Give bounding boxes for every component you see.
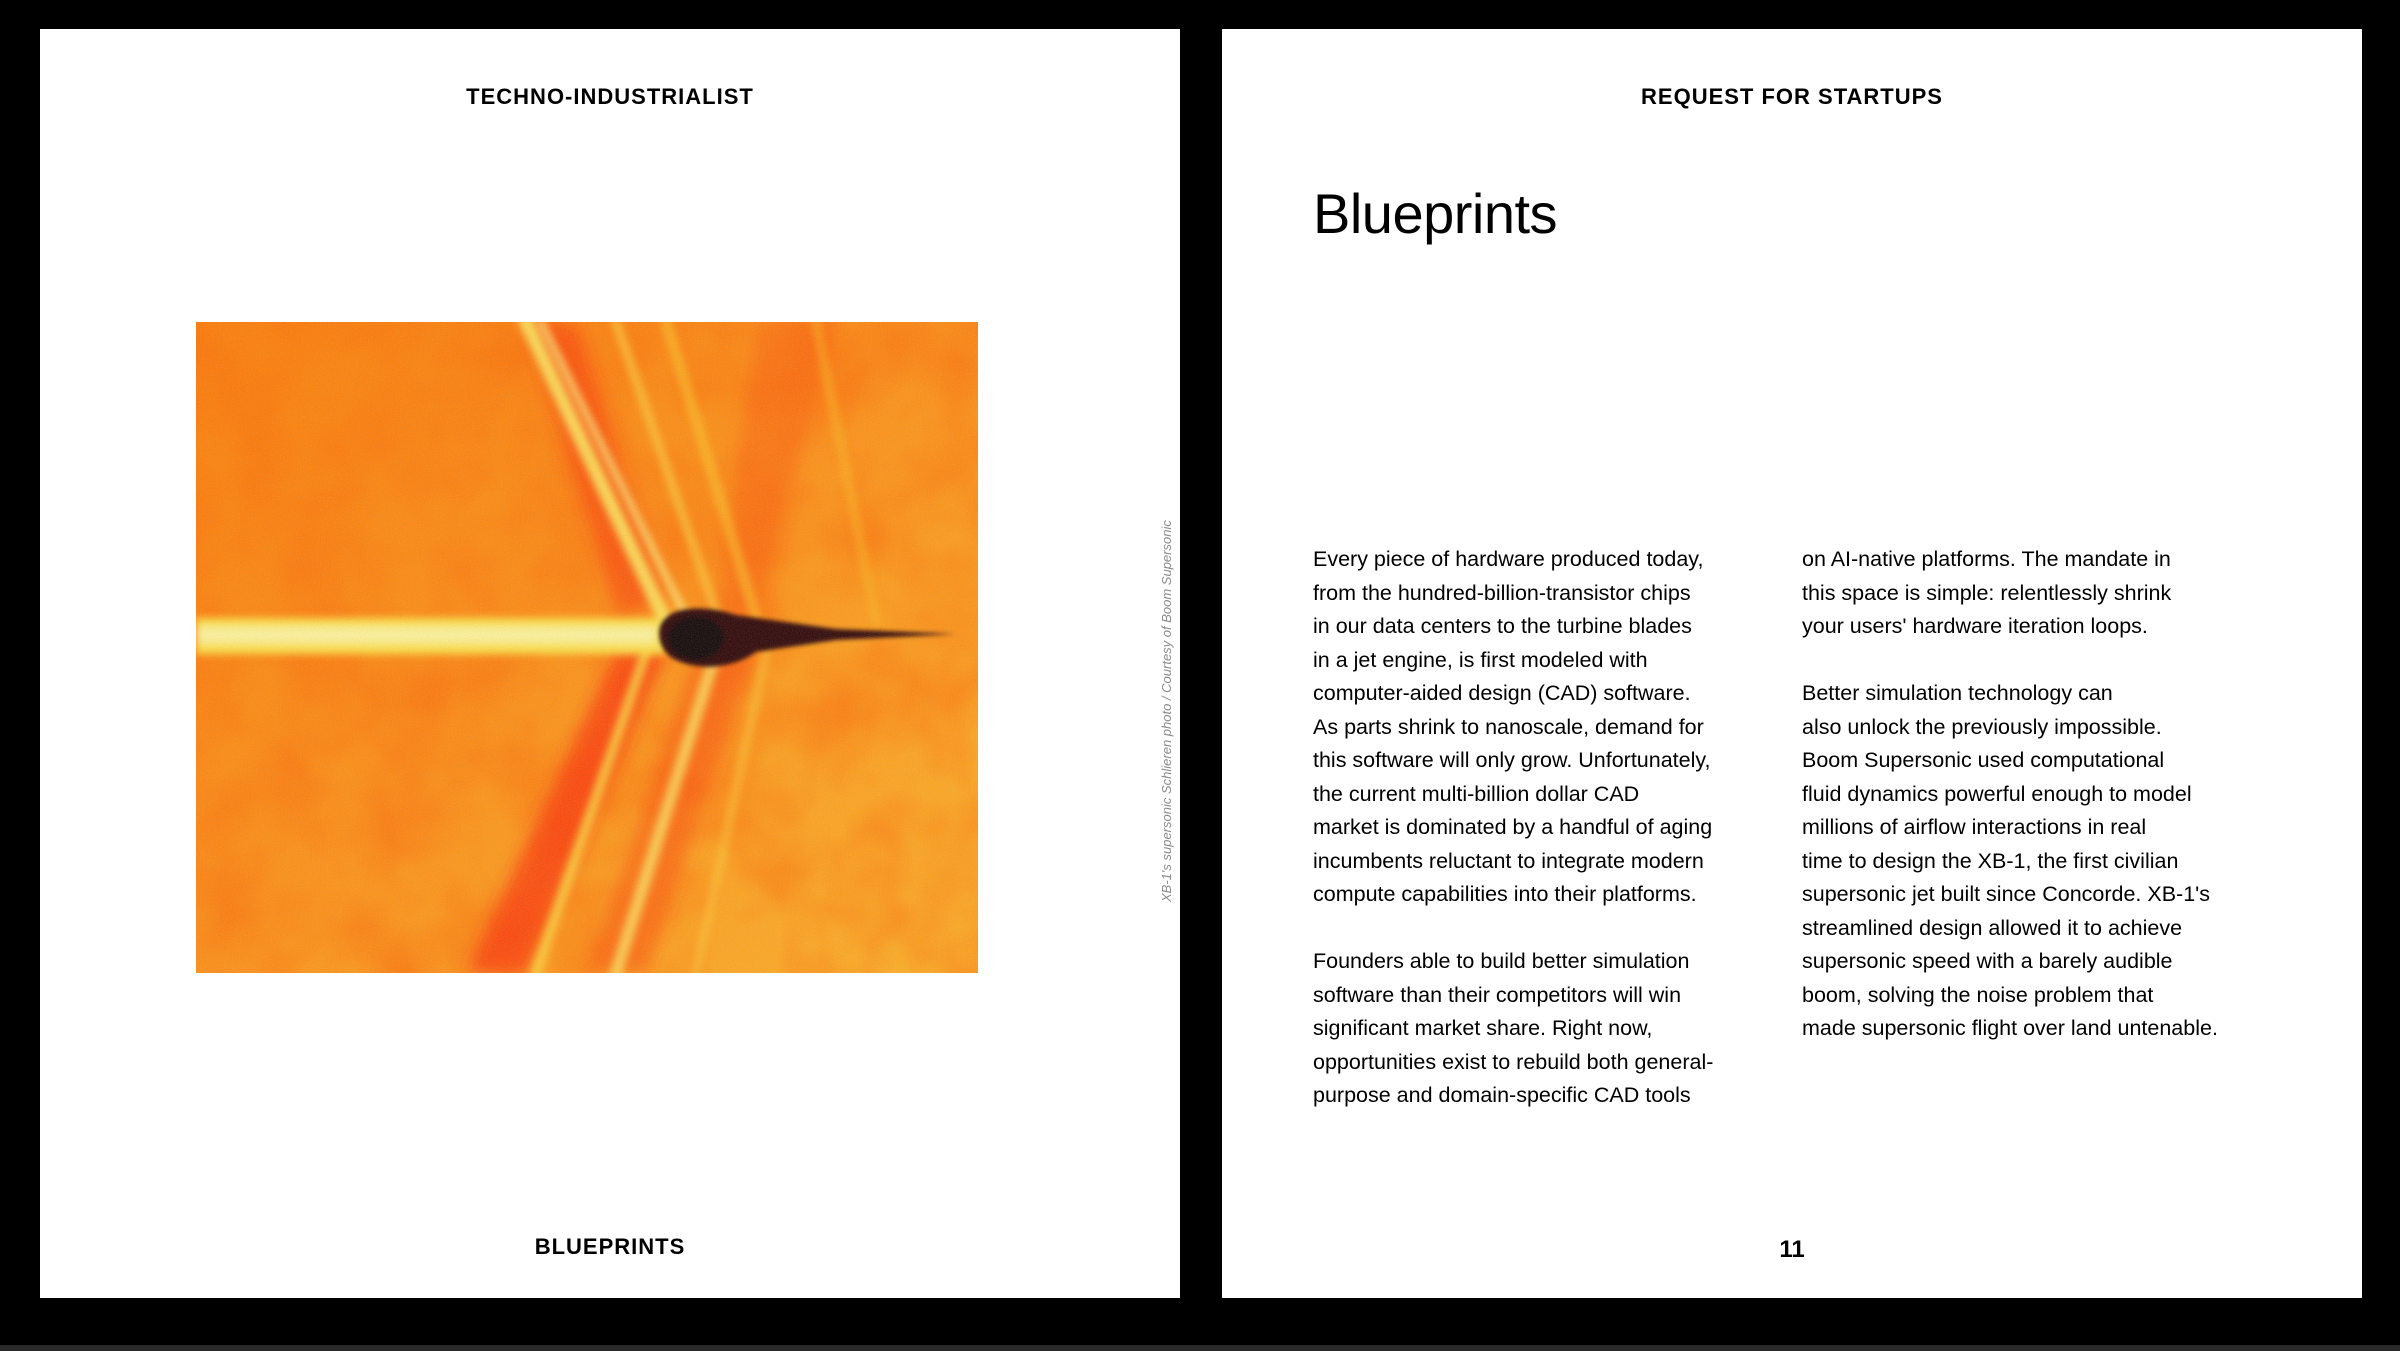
viewer-bottom-bar <box>0 1345 2400 1351</box>
running-foot-left: BLUEPRINTS <box>534 1234 686 1259</box>
left-page <box>40 29 1180 1298</box>
body-paragraph: Better simulation technology can also unlock the previously impossible. Boom Supersonic used computational fluid dynamics powerful enough to model millions of airflow interactions in real time to design the XB-1, the first civilian supersonic jet built since Concorde. XB-1's streamlined design allowed it to achieve supersonic speed with a barely audible boom, solving the noise problem that made supersonic flight over land untenable. <box>1802 681 2218 1040</box>
running-head-right: REQUEST FOR STARTUPS <box>1641 84 1943 109</box>
body-paragraph: Every piece of hardware produced today, from the hundred-billion-transistor chips in our data centers to the turbine blades in a jet engine, is first modeled with computer-aided design (CAD) software. As parts shrink to nanoscale, demand for this software will only grow. Unfortunately, the current multi-billion dollar CAD market is dominated by a handful of aging incumbents reluctant to integrate modern compute capabilities into their platforms. <box>1313 547 1713 906</box>
schlieren-photo <box>196 322 978 973</box>
right-page <box>1222 29 2362 1298</box>
photo-caption: XB-1's supersonic Schlieren photo / Courtesy of Boom Supersonic <box>1159 520 1174 902</box>
body-paragraph: on AI-native platforms. The mandate in this space is simple: relentlessly shrink your users' hardware iteration loops. <box>1802 547 2172 638</box>
page-number: 11 <box>1779 1236 1805 1263</box>
body-paragraph: Founders able to build better simulation software than their competitors will win significant market share. Right now, opportunities exist to rebuild both general- purpose and domain-specific CAD tools <box>1313 949 1714 1107</box>
body-column-1 <box>1313 543 1773 1146</box>
section-title: Blueprints <box>1313 182 1558 245</box>
running-head-left: TECHNO-INDUSTRIALIST <box>466 84 754 109</box>
body-column-2 <box>1802 543 2262 1079</box>
